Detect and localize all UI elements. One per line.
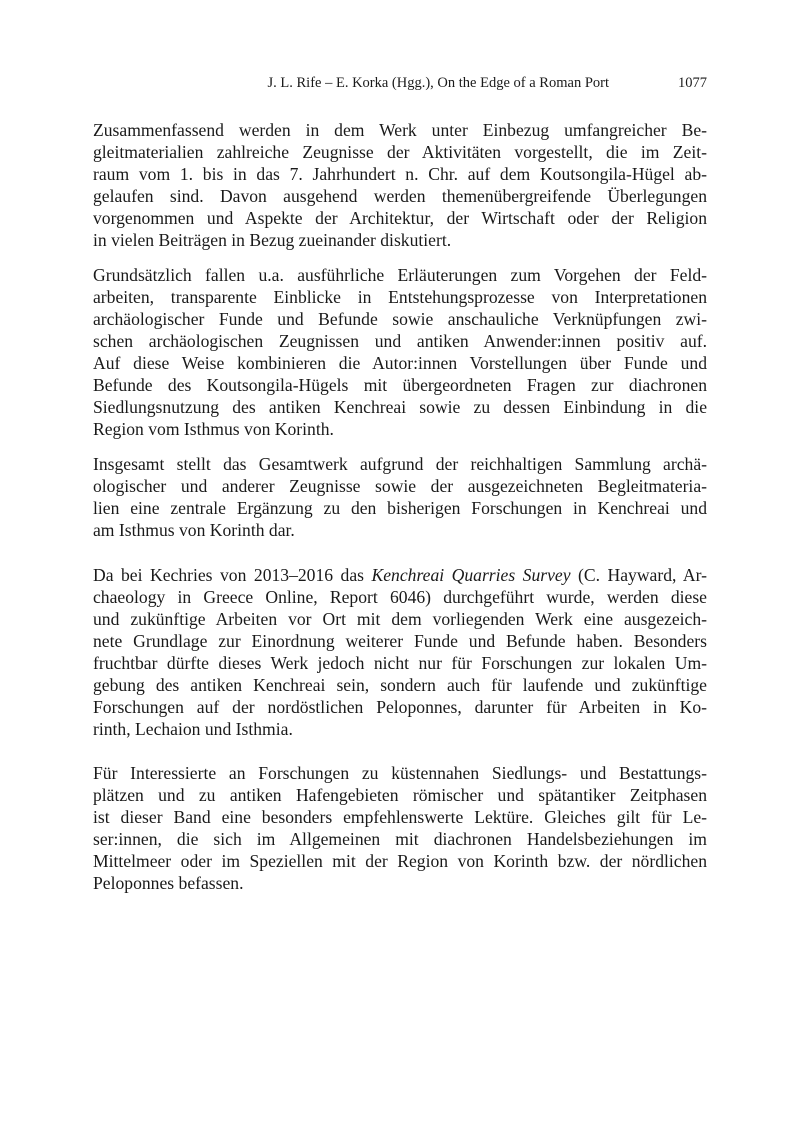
text-line: Region vom Isthmus von Korinth. — [93, 419, 334, 439]
running-title: J. L. Rife – E. Korka (Hgg.), On the Edge of a Roman Port — [267, 75, 609, 91]
running-header — [93, 75, 707, 95]
text-line: archäologischer Funde und Befunde sowie anschauliche Verknüpfungen zwi- — [93, 309, 707, 329]
italic-title: Kenchreai Quarries Survey — [371, 565, 571, 585]
text-line: Für Interessierte an Forschungen zu küstennahen Siedlungs- und Bestattungs- — [93, 763, 707, 783]
text-line: und zukünftige Arbeiten vor Ort mit dem vorliegenden Werk eine ausgezeich- — [93, 609, 707, 629]
text-line: am Isthmus von Korinth dar. — [93, 520, 295, 540]
text-line: arbeiten, transparente Einblicke in Entstehungsprozesse von Interpretationen — [93, 287, 707, 307]
text-line: gebung des antiken Kenchreai sein, sondern auch für laufende und zukünftige — [93, 675, 707, 695]
page-number: 1077 — [678, 75, 707, 91]
text-line: ist dieser Band eine besonders empfehlenswerte Lektüre. Gleiches gilt für Le- — [93, 807, 707, 827]
paragraph — [93, 119, 707, 251]
text-line: Grundsätzlich fallen u.a. ausführliche Erläuterungen zum Vorgehen der Feld- — [93, 265, 707, 285]
text-line — [93, 564, 707, 586]
text-line: plätzen und zu antiken Hafengebieten römischer und spätantiker Zeitphasen — [93, 785, 707, 805]
body-text — [93, 119, 707, 894]
text-line: Befunde des Koutsongila-Hügels mit übergeordneten Fragen zur diachronen — [93, 375, 707, 395]
text-line: Auf diese Weise kombinieren die Autor:innen Vorstellungen über Funde und — [93, 353, 707, 373]
text-span: (C. Hayward, Ar- — [570, 565, 708, 585]
text-line: lien eine zentrale Ergänzung zu den bisherigen Forschungen in Kenchreai und — [93, 498, 707, 518]
text-line: Peloponnes befassen. — [93, 873, 244, 893]
text-line: vorgenommen und Aspekte der Architektur, der Wirtschaft oder der Religion — [93, 208, 707, 228]
text-line: Forschungen auf der nordöstlichen Peloponnes, darunter für Arbeiten in Ko- — [93, 697, 707, 717]
paragraph — [93, 762, 707, 894]
paragraph — [93, 264, 707, 440]
text-line: ser:innen, die sich im Allgemeinen mit diachronen Handelsbeziehungen im — [93, 829, 707, 849]
text-line: ologischer und anderer Zeugnisse sowie der ausgezeichneten Begleitmateria- — [93, 476, 707, 496]
text-line: Insgesamt stellt das Gesamtwerk aufgrund der reichhaltigen Sammlung archä- — [93, 454, 707, 474]
text-line: gleitmaterialien zahlreiche Zeugnisse der Aktivitäten vorgestellt, die im Zeit- — [93, 142, 707, 162]
text-line: Zusammenfassend werden in dem Werk unter Einbezug umfangreicher Be- — [93, 120, 707, 140]
text-line: raum vom 1. bis in das 7. Jahrhundert n. Chr. auf dem Koutsongila-Hügel ab- — [93, 164, 707, 184]
text-line: chaeology in Greece Online, Report 6046) durchgeführt wurde, werden diese — [93, 587, 707, 607]
text-line: Siedlungsnutzung des antiken Kenchreai sowie zu dessen Einbindung in die — [93, 397, 707, 417]
text-line: gelaufen sind. Davon ausgehend werden themenübergreifende Überlegungen — [93, 186, 707, 206]
paragraph — [93, 453, 707, 541]
text-line: in vielen Beiträgen in Bezug zueinander diskutiert. — [93, 230, 452, 250]
paragraph — [93, 564, 707, 740]
text-line: fruchtbar dürfte dieses Werk jedoch nicht nur für Forschungen zur lokalen Um- — [93, 653, 707, 673]
text-line: Mittelmeer oder im Speziellen mit der Region von Korinth bzw. der nördlichen — [93, 851, 707, 871]
text-line: rinth, Lechaion und Isthmia. — [93, 719, 293, 739]
text-span: Da bei Kechries von 2013–2016 das — [93, 565, 372, 585]
text-line: schen archäologischen Zeugnissen und antiken Anwender:innen positiv auf. — [93, 331, 707, 351]
text-line: nete Grundlage zur Einordnung weiterer Funde und Befunde haben. Besonders — [93, 631, 707, 651]
